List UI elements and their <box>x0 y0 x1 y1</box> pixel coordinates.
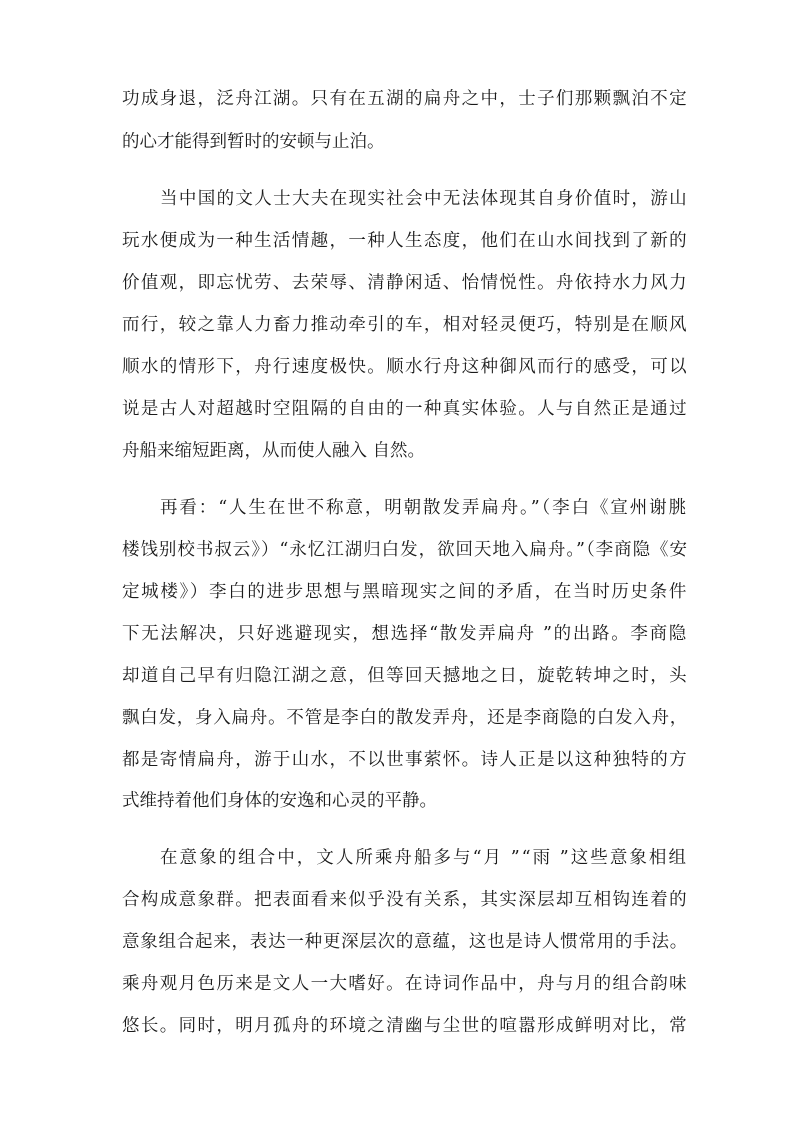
paragraph-4-line-4: 乘舟观月色历来是文人一大嗜好。在诗词作品中，舟与月的组合韵味 <box>122 974 688 994</box>
paragraph-3-line-2: 楼饯别校书叔云》）“永忆江湖归白发，欲回天地入扁舟。”（李商隐《安 <box>122 540 688 560</box>
paragraph-4-line-2: 合构成意象群。把表面看来似乎没有关系，其实深层却互相钩连着的 <box>122 890 688 910</box>
paragraph-4-line-3: 意象组合起来，表达一种更深层次的意蕴，这也是诗人惯常用的手法。 <box>122 932 688 952</box>
paragraph-3-line-7: 都是寄情扁舟，游于山水，不以世事萦怀。诗人正是以这种独特的方 <box>122 750 688 770</box>
paragraph-2-line-2: 玩水便成为一种生活情趣，一种人生态度，他们在山水间找到了新的 <box>122 231 688 251</box>
paragraph-3-line-8: 式维持着他们身体的安逸和心灵的平静。 <box>122 791 437 811</box>
paragraph-2-line-6: 说是古人对超越时空阻隔的自由的一种真实体验。人与自然正是通过 <box>122 399 688 419</box>
paragraph-3-line-6: 飘白发，身入扁舟。不管是李白的散发弄舟，还是李商隐的白发入舟， <box>122 708 688 728</box>
paragraph-2-line-4: 而行，较之靠人力畜力推动牵引的车，相对轻灵便巧，特别是在顺风 <box>122 315 688 335</box>
paragraph-1-line-1: 功成身退，泛舟江湖。只有在五湖的扁舟之中，士子们那颗飘泊不定 <box>122 89 688 109</box>
paragraph-1-line-2: 的心才能得到暂时的安顿与止泊。 <box>122 132 385 152</box>
paragraph-3-line-5: 却道自己早有归隐江湖之意，但等回天撼地之日，旋乾转坤之时，头 <box>122 666 688 686</box>
paragraph-4-line-5: 悠长。同时，明月孤舟的环境之清幽与尘世的喧嚣形成鲜明对比，常 <box>122 1016 688 1036</box>
paragraph-3-line-3: 定城楼》）李白的进步思想与黑暗现实之间的矛盾，在当时历史条件 <box>122 582 688 602</box>
paragraph-3-line-4: 下无法解决，只好逃避现实，想选择“散发弄扁舟 ”的出路。李商隐 <box>122 624 688 644</box>
paragraph-2-line-5: 顺水的情形下，舟行速度极快。顺水行舟这种御风而行的感受，可以 <box>122 357 688 377</box>
paragraph-2-line-3: 价值观，即忘忧劳、去荣辱、清静闲适、怡情悦性。舟依持水力风力 <box>122 273 688 293</box>
paragraph-3-line-1: 再看：“人生在世不称意，明朝散发弄扁舟。”（李白《宣州谢朓 <box>160 498 688 518</box>
paragraph-4-line-1: 在意象的组合中，文人所乘舟船多与“月 ”“雨 ”这些意象相组 <box>160 848 688 868</box>
paragraph-2-line-1: 当中国的文人士大夫在现实社会中无法体现其自身价值时，游山 <box>160 189 688 209</box>
paragraph-2-line-7: 舟船来缩短距离，从而使人融入 自然。 <box>122 441 426 461</box>
